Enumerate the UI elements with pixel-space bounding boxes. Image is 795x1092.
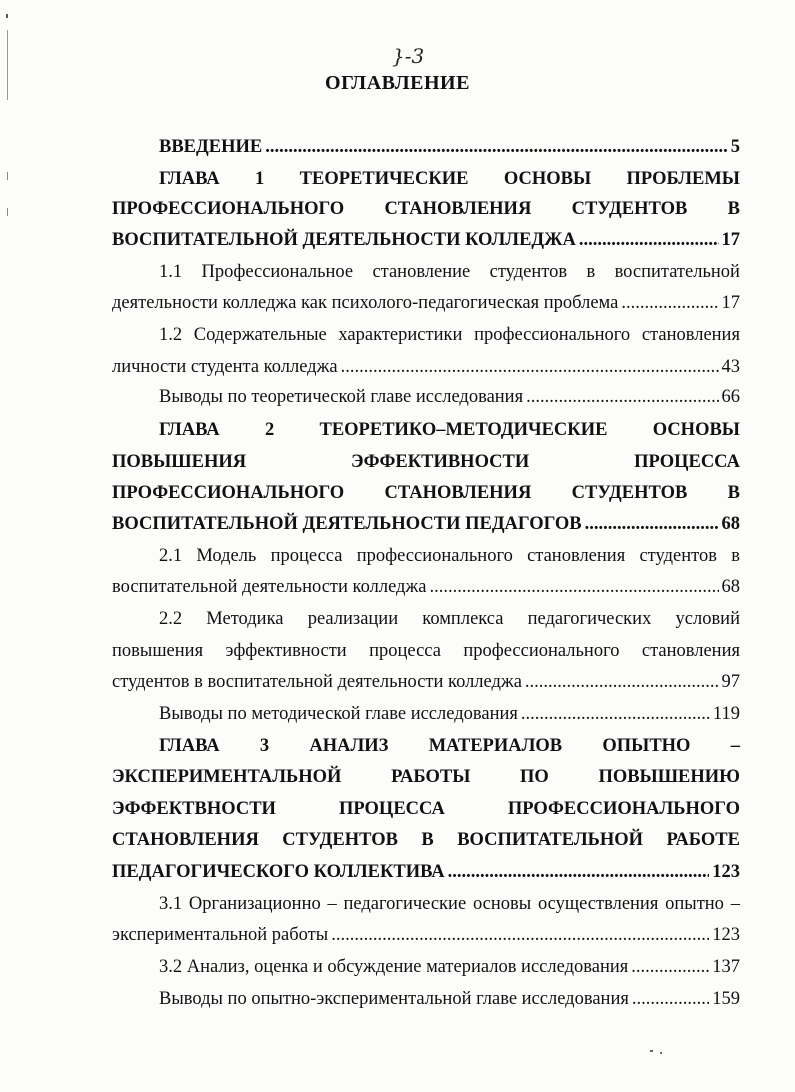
heading-word: ПОВЫШЕНИЮ <box>598 767 740 787</box>
heading-word: ТЕОРЕТИКО–МЕТОДИЧЕСКИЕ <box>319 420 608 440</box>
toc-chapter1-heading-line[interactable] <box>159 166 740 192</box>
toc-entry-label: ВВЕДЕНИЕ <box>159 137 263 157</box>
toc-section-1-2-last[interactable] <box>112 354 740 380</box>
section-word: профессионального <box>356 546 513 566</box>
heading-word: МАТЕРИАЛОВ <box>428 736 563 756</box>
heading-word: ПО <box>520 767 549 787</box>
dot-leader <box>521 701 710 727</box>
toc-page-number: 97 <box>721 672 740 692</box>
dot-leader <box>265 134 728 160</box>
toc-chapter1-conclusions[interactable] <box>159 384 740 410</box>
toc-chapter3-heading-line[interactable] <box>159 733 740 759</box>
heading-word: ВОСПИТАТЕЛЬНОЙ <box>457 830 644 850</box>
heading-word: ГЛАВА <box>159 169 220 189</box>
heading-word: ПРОБЛЕМЫ <box>626 169 740 189</box>
toc-page-number: 137 <box>712 957 740 977</box>
section-word: становления <box>527 546 626 566</box>
toc-entry-label: ВОСПИТАТЕЛЬНОЙ ДЕЯТЕЛЬНОСТИ КОЛЛЕДЖА <box>112 230 576 250</box>
heading-word: СТАНОВЛЕНИЯ <box>384 483 532 503</box>
section-word: 3.1 <box>159 894 183 914</box>
section-word: повышения <box>112 641 204 661</box>
section-word: 1.2 <box>159 325 183 345</box>
toc-entry-label: 3.2 Анализ, оценка и обсуждение материалов исследования <box>159 957 629 977</box>
toc-entry-label: Выводы по опытно-экспериментальной главе исследования <box>159 989 629 1009</box>
scan-mark <box>6 14 8 18</box>
toc-chapter3-conclusions[interactable] <box>159 986 740 1012</box>
heading-word: ПРОЦЕССА <box>634 452 740 472</box>
toc-entry-introduction[interactable] <box>159 134 740 160</box>
section-word: Содержательные <box>193 325 327 345</box>
toc-page-number: 17 <box>721 230 740 250</box>
section-word: воспитательной <box>614 262 740 282</box>
toc-chapter2-heading-line[interactable] <box>159 417 740 443</box>
section-word: Организационно <box>188 894 321 914</box>
heading-word: ПОВЫШЕНИЯ <box>112 452 247 472</box>
section-word: Методика <box>206 609 284 629</box>
heading-word: В <box>727 483 740 503</box>
heading-word: ЭКСПЕРИМЕНТАЛЬНОЙ <box>112 767 342 787</box>
heading-word: СТАНОВЛЕНИЯ <box>384 199 532 219</box>
section-word: Профессиональное <box>201 262 354 282</box>
toc-entry-label: Выводы по методической главе исследования <box>159 704 518 724</box>
toc-page-number: 5 <box>730 137 740 157</box>
toc-chapter3-heading-line[interactable] <box>112 796 740 822</box>
heading-word: ГЛАВА <box>159 736 220 756</box>
dot-leader <box>621 290 718 316</box>
toc-page-number: 123 <box>712 925 740 945</box>
section-word: становления <box>641 641 740 661</box>
heading-word: АНАЛИЗ <box>309 736 389 756</box>
heading-word: – <box>730 736 740 756</box>
toc-entry-label: студентов в воспитательной деятельности колледжа <box>112 672 522 692</box>
toc-chapter2-heading-line[interactable] <box>112 480 740 506</box>
section-word: – <box>327 894 337 914</box>
section-word: комплекса <box>422 609 504 629</box>
dot-leader <box>429 574 718 600</box>
heading-word: ТЕОРЕТИЧЕСКИЕ <box>299 169 469 189</box>
toc-page-number: 123 <box>712 862 740 882</box>
section-word: становление <box>372 262 471 282</box>
dot-leader <box>525 669 719 695</box>
section-word: Модель <box>196 546 257 566</box>
toc-section-1-2[interactable] <box>159 322 740 348</box>
section-word: студентов <box>639 546 717 566</box>
toc-section-1-1[interactable] <box>159 259 740 285</box>
toc-chapter2-heading-line[interactable] <box>112 449 740 475</box>
section-word: 1.1 <box>159 262 183 282</box>
heading-word: РАБОТЫ <box>391 767 471 787</box>
heading-word: 3 <box>259 736 270 756</box>
toc-section-1-1-last[interactable] <box>112 290 740 316</box>
toc-section-3-2[interactable] <box>159 954 740 980</box>
heading-word: ОСНОВЫ <box>652 420 740 440</box>
toc-section-3-1-last[interactable] <box>112 922 740 948</box>
section-word: становления <box>641 325 740 345</box>
heading-word: ПРОЦЕССА <box>338 799 445 819</box>
section-word: 2.2 <box>159 609 183 629</box>
section-word: студентов <box>489 262 568 282</box>
toc-section-2-1-last[interactable] <box>112 574 740 600</box>
heading-word: ПРОФЕССИОНАЛЬНОГО <box>507 799 740 819</box>
section-word: профессионального <box>474 325 631 345</box>
heading-word: ОПЫТНО <box>602 736 691 756</box>
toc-page-number: 17 <box>721 293 740 313</box>
dot-leader <box>341 354 719 380</box>
scan-mark <box>660 1052 662 1054</box>
section-word: характеристики <box>338 325 463 345</box>
heading-word: 2 <box>264 420 275 440</box>
toc-chapter2-heading-last[interactable] <box>112 511 740 537</box>
section-word: 2.1 <box>159 546 183 566</box>
dot-leader <box>585 511 719 537</box>
heading-word: В <box>421 830 434 850</box>
heading-word: ЭФФЕКТВНОСТИ <box>112 799 276 819</box>
toc-page-number: 43 <box>721 357 740 377</box>
toc-entry-label: экспериментальной работы <box>112 925 329 945</box>
section-word: реализации <box>307 609 399 629</box>
section-word: условий <box>675 609 740 629</box>
heading-word: 1 <box>255 169 265 189</box>
toc-chapter3-heading-line[interactable] <box>112 764 740 790</box>
document-title: ОГЛАВЛЕНИЕ <box>325 72 470 94</box>
toc-section-2-2-line[interactable] <box>112 638 740 664</box>
heading-word: РАБОТЕ <box>666 830 740 850</box>
scan-mark <box>7 172 8 180</box>
toc-entry-label: воспитательной деятельности колледжа <box>112 577 427 597</box>
toc-chapter1-heading-last[interactable] <box>112 227 740 253</box>
heading-word: СТАНОВЛЕНИЯ <box>112 830 259 850</box>
toc-entry-label: деятельности колледжа как психолого-педагогическая проблема <box>112 293 619 313</box>
toc-entry-label: ВОСПИТАТЕЛЬНОЙ ДЕЯТЕЛЬНОСТИ ПЕДАГОГОВ <box>112 514 582 534</box>
toc-page-number: 119 <box>712 704 740 724</box>
section-word: в <box>731 546 740 566</box>
heading-word: ПРОФЕССИОНАЛЬНОГО <box>112 483 345 503</box>
toc-entry-label: личности студента колледжа <box>112 357 338 377</box>
section-word: эффективности <box>225 641 347 661</box>
heading-word: ПРОФЕССИОНАЛЬНОГО <box>112 199 345 219</box>
handwritten-page-note: }-3 <box>392 44 425 68</box>
heading-word: В <box>727 199 740 219</box>
toc-chapter1-heading-line[interactable] <box>112 196 740 222</box>
toc-entry-label: ПЕДАГОГИЧЕСКОГО КОЛЛЕКТИВА <box>112 862 445 882</box>
toc-page-number: 68 <box>721 577 740 597</box>
heading-word: ЭФФЕКТИВНОСТИ <box>350 452 530 472</box>
section-word: осуществления <box>537 894 659 914</box>
section-word: процесса <box>270 546 343 566</box>
section-word: педагогические <box>343 894 467 914</box>
section-word: в <box>586 262 596 282</box>
section-word: педагогических <box>527 609 652 629</box>
section-word: основы <box>472 894 532 914</box>
toc-chapter3-heading-line[interactable] <box>112 827 740 853</box>
toc-chapter2-conclusions[interactable] <box>159 701 740 727</box>
dot-leader <box>331 922 709 948</box>
toc-chapter3-heading-last[interactable] <box>112 859 740 885</box>
toc-section-3-1[interactable] <box>159 891 740 917</box>
dot-leader <box>631 954 709 980</box>
toc-page-number: 159 <box>712 989 740 1009</box>
toc-page-number: 66 <box>721 387 740 407</box>
toc-page-number: 68 <box>721 514 740 534</box>
section-word: – <box>730 894 740 914</box>
toc-section-2-2[interactable] <box>159 606 740 632</box>
toc-section-2-2-last[interactable] <box>112 669 740 695</box>
scan-mark <box>650 1050 653 1052</box>
heading-word: СТУДЕНТОВ <box>282 830 398 850</box>
dot-leader <box>448 859 710 885</box>
dot-leader <box>579 227 719 253</box>
heading-word: СТУДЕНТОВ <box>571 483 688 503</box>
heading-word: ГЛАВА <box>159 420 220 440</box>
section-word: опытно <box>665 894 724 914</box>
toc-entry-label: Выводы по теоретической главе исследования <box>159 387 524 407</box>
heading-word: ОСНОВЫ <box>503 169 592 189</box>
dot-leader <box>632 986 709 1012</box>
section-word: процесса <box>369 641 441 661</box>
toc-section-2-1[interactable] <box>159 543 740 569</box>
section-word: профессионального <box>463 641 620 661</box>
heading-word: СТУДЕНТОВ <box>571 199 688 219</box>
scan-mark <box>7 208 8 216</box>
dot-leader <box>526 384 718 410</box>
